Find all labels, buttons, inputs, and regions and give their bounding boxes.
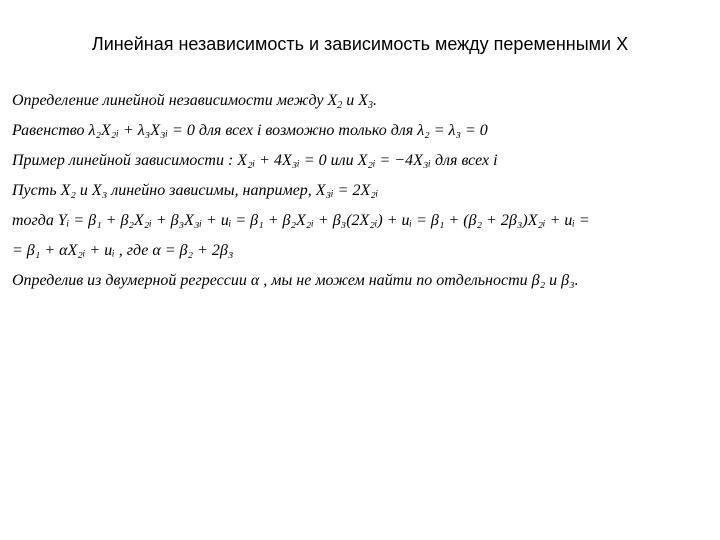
conclusion-line: Определив из двумерной регрессии α , мы не можем найти по отдельности β₂ и β₃. bbox=[12, 272, 579, 289]
definition-text: Определение линейной независимости между X bbox=[12, 92, 338, 109]
definition-line bbox=[12, 88, 377, 114]
regression-substitution-line: тогда Yᵢ = β₁ + β₂X₂ᵢ + β₃X₃ᵢ + uᵢ = β₁ + β₂X₂ᵢ + β₃(2X₂ᵢ) + uᵢ = β₁ + (β₂ + 2β₃)X₂ᵢ + uᵢ = bbox=[12, 212, 590, 229]
dependence-example-line: Пример линейной зависимости : X₂ᵢ + 4X₃ᵢ = 0 или X₂ᵢ = −4X₃ᵢ для всех i bbox=[12, 152, 498, 169]
definition-sub-2: 2 bbox=[337, 100, 343, 111]
reduced-regression-line: = β₁ + αX₂ᵢ + uᵢ , где α = β₂ + 2β₃ bbox=[12, 242, 234, 259]
slide-title: Линейная независимость и зависимость между переменными X bbox=[91, 34, 629, 54]
definition-mid: и X bbox=[342, 92, 369, 109]
equality-condition-line: Равенство λ₂X₂ᵢ + λ₃X₃ᵢ = 0 для всех i возможно только для λ₂ = λ₃ = 0 bbox=[12, 122, 488, 139]
assumption-line: Пусть X₂ и X₃ линейно зависимы, например, X₃ᵢ = 2X₂ᵢ bbox=[12, 182, 379, 199]
definition-sub-3: 3 bbox=[368, 100, 374, 111]
definition-end: . bbox=[373, 92, 378, 109]
